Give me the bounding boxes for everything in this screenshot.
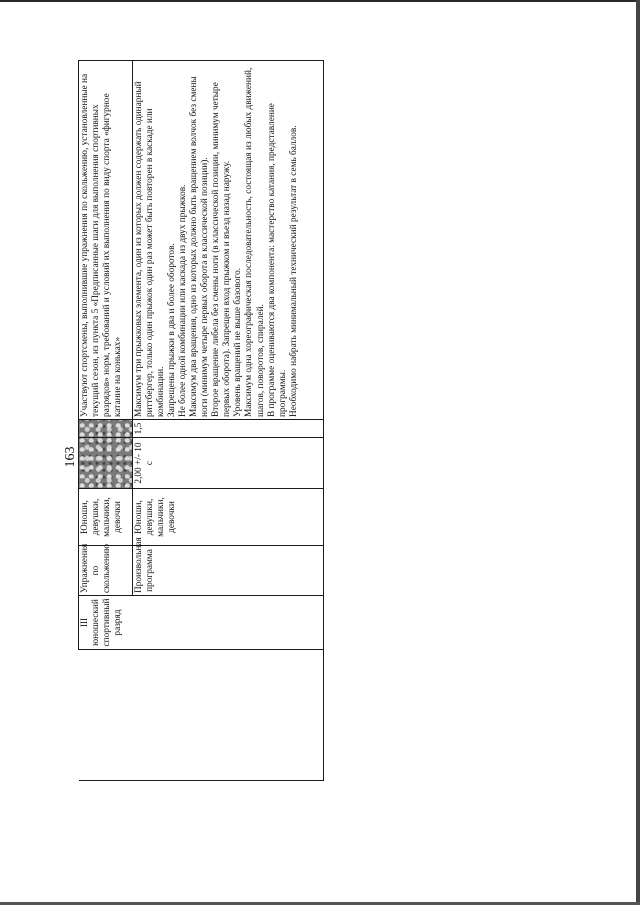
coefficient-cell	[79, 420, 133, 438]
requirement-text: Не более одной комбинации или каскада из двух прыжков.	[177, 184, 188, 417]
blank-cell	[79, 650, 324, 781]
rotated-page-content	[63, 61, 324, 781]
requirement-text: В программе оцениваются два компонента: мастерство катания, представление программы.	[266, 103, 288, 417]
requirement-text: Максимум три прыжковых элемента, один из которых должен содержать одинарный риттбергер, только один прыжок один раз может быть повторен в каскаде или комбинации.	[133, 81, 166, 417]
requirements-cell	[79, 61, 133, 420]
requirement-text: Второе вращение либела без смены ноги (в классической позиции, минимум четыре первых оборота). Запрещен вход прыжком и въезд назад наружу.	[211, 82, 233, 417]
duration-cell: 2,00 +/- 10 с	[132, 438, 323, 489]
requirement-text: Необходимо набрать минимальный технический результат в семь баллов.	[288, 125, 299, 417]
coefficient-cell: 1,5	[132, 420, 323, 438]
category-cell: III юношеский спортивный разряд	[79, 596, 324, 650]
scan-edge-top	[0, 0, 640, 2]
scan-edge-right	[636, 0, 640, 905]
participants-cell: Юноши, девушки, мальчики, девочки	[79, 489, 133, 546]
requirement-text: Максимум одна хореографическая последовательность, состоящая из любых движений, шагов, поворотов, спиралей.	[244, 67, 266, 417]
requirement-text: Участвуют спортсмены, выполнившие упражнения по скольжению, установленные на текущий сезон, из пункта 5 «Предписанные шаги для выполнения спортивных разрядов» норм, требований и условий их выполнения по виду спорта «фигурное катание на коньках»	[80, 73, 124, 417]
requirement-text: Запрещены прыжки в два и более оборотов.	[166, 243, 177, 417]
participants-cell: Юноши, девушки, мальчики, девочки	[132, 489, 323, 546]
page-number: 163	[63, 446, 78, 468]
table-row	[79, 61, 133, 781]
requirement-text: Уровень вращений не выше базового.	[233, 267, 244, 417]
duration-cell	[79, 438, 133, 489]
requirements-table	[78, 60, 324, 781]
program-cell: Упражнения по скольжению	[79, 546, 133, 596]
requirement-text: Максимум два вращения, одно из которых должно быть вращением волчок без смены ноги (минимум четыре первых оборота в классической позиции).	[189, 76, 211, 417]
program-cell: Произвольная программа	[132, 546, 323, 596]
requirements-cell	[132, 61, 323, 420]
